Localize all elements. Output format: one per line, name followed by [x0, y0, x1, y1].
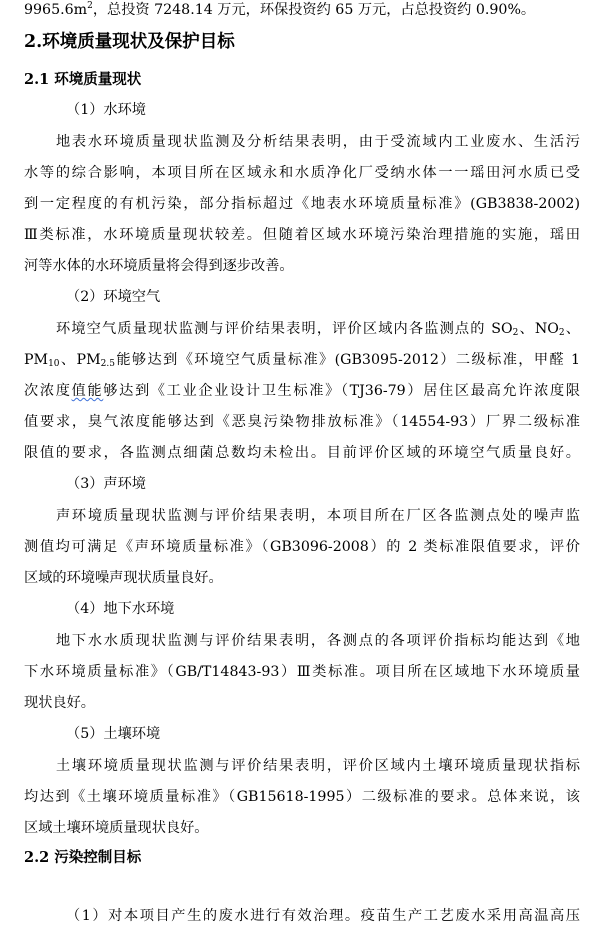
soil-para-line-3: 区域土壤环境质量现状良好。 — [24, 820, 209, 836]
subsection-heading-2-1: 2.1 环境质量现状 — [24, 71, 142, 88]
groundwater-para-line-3: 现状良好。 — [24, 695, 95, 711]
noise-title: （3）声环境 — [66, 476, 146, 492]
water-para-line-3: 到一定程度的有机污染，部分指标超过《地表水环境质量标准》(GB3838-2002) — [24, 196, 580, 212]
soil-title: （5）土壤环境 — [66, 726, 161, 742]
noise-para-line-2: 测值均可满足《声环境质量标准》（GB3096-2008）的 2 类标准限值要求，评价 — [24, 539, 580, 555]
spellcheck-underline: 值能 — [71, 383, 104, 399]
control-para-line-1: （1）对本项目产生的废水进行有效治理。疫苗生产工艺废水采用高温高压 — [66, 908, 580, 924]
noise-para-line-3: 区域的环境噪声现状质量良好。 — [24, 570, 223, 586]
air-para-line-2: $PM_{10}$、$PM_{2.5}$能够达到《环境空气质量标准》(GB3095-2012）二级标准，甲醛 1 — [24, 352, 580, 369]
noise-para-line-1: 声环境质量现状监测与评价结果表明，本项目所在厂区各监测点处的噪声监 — [56, 508, 580, 524]
water-para-line-1: 地表水环境质量现状监测及分析结果表明，由于受流域内工业废水、生活污 — [56, 134, 580, 150]
subsection-heading-2-2: 2.2 污染控制目标 — [24, 849, 142, 866]
water-para-line-4: Ⅲ类标准，水环境质量现状较差。但随着区域水环境污染治理措施的实施，瑶田 — [24, 227, 580, 243]
air-title: （2）环境空气 — [66, 289, 161, 305]
air-para-line-4: 值要求，臭气浓度能够达到《恶臭污染物排放标准》（14554-93）厂界二级标准 — [24, 414, 580, 430]
water-para-line-2: 水等的综合影响，本项目所在区域永和水质净化厂受纳水体一一瑶田河水质已受 — [24, 165, 580, 181]
water-para-line-5: 河等水体的水环境质量将会得到逐步改善。 — [24, 258, 294, 274]
investment-summary-line: $9965.6m^2$，总投资 7248.14 万元，环保投资约 65 万元，占总投资约 0.90%。 — [24, 1, 536, 18]
section-heading-2: 2.环境质量现状及保护目标 — [24, 32, 235, 52]
air-para-line-1: 环境空气质量现状监测与评价结果表明，评价区域内各监测点的 $SO_2$、$NO_2$、 — [56, 321, 580, 338]
groundwater-title: （4）地下水环境 — [66, 601, 175, 617]
groundwater-para-line-1: 地下水水质现状监测与评价结果表明，各测点的各项评价指标均能达到《地 — [56, 633, 580, 649]
soil-para-line-1: 土壤环境质量现状监测与评价结果表明，评价区域内土壤环境质量现状指标 — [56, 758, 580, 774]
water-title: （1）水环境 — [66, 102, 146, 118]
soil-para-line-2: 均达到《土壤环境质量标准》（GB15618-1995）二级标准的要求。总体来说，该 — [24, 789, 580, 805]
air-para-line-5: 限值的要求，各监测点细菌总数均未检出。目前评价区域的环境空气质量良好。 — [24, 445, 580, 461]
air-para-line-3: 次浓度值能够达到《工业企业设计卫生标准》（TJ36-79）居住区最高允许浓度限 — [24, 383, 580, 399]
groundwater-para-line-2: 下水环境质量标准》（GB/T14843-93）Ⅲ类标准。项目所在区域地下水环境质量 — [24, 664, 580, 680]
